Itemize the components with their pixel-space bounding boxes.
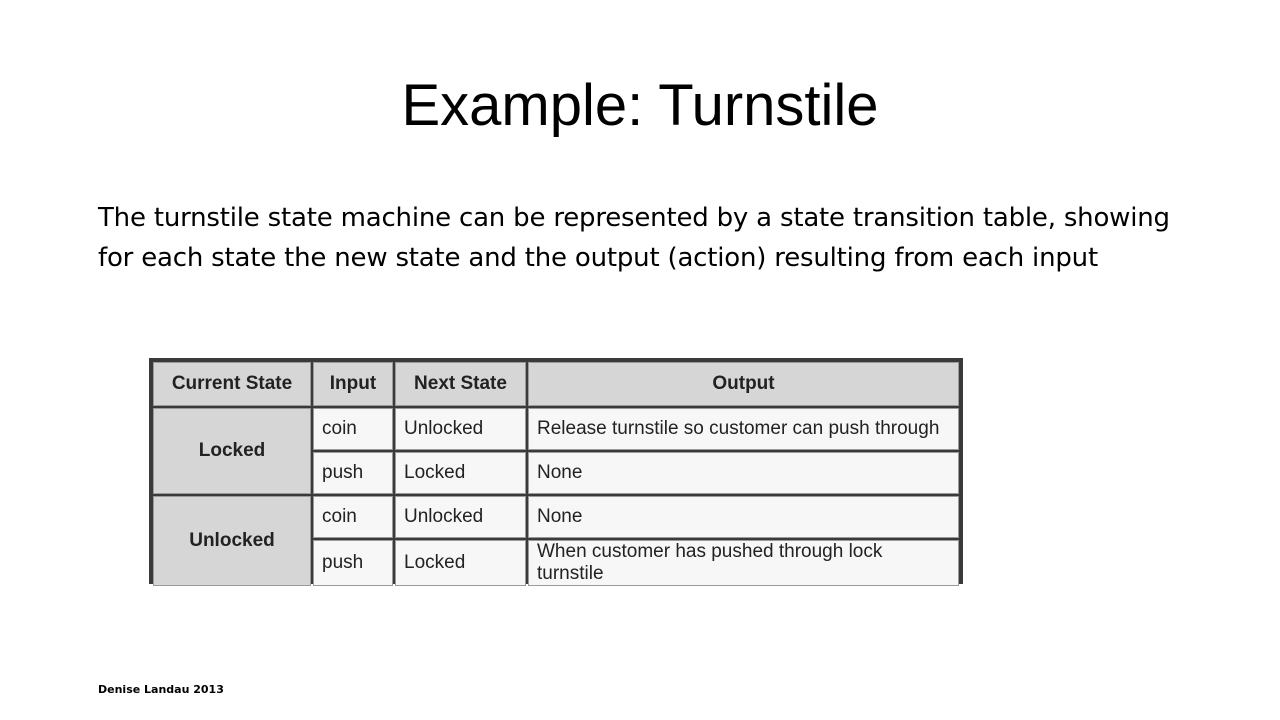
- input-cell: coin: [313, 408, 393, 450]
- header-input: Input: [313, 362, 393, 406]
- output-cell: None: [528, 452, 959, 494]
- table-header-row: [153, 362, 959, 406]
- table-row: [153, 496, 959, 538]
- slide-body-text: The turnstile state machine can be represented by a state transition table, showing for each state the new state and the output (action) resulting from each input: [98, 203, 1170, 273]
- header-output: Output: [528, 362, 959, 406]
- input-cell: push: [313, 540, 393, 586]
- slide-title: Example: Turnstile: [401, 73, 879, 138]
- output-cell: When customer has pushed through lock turnstile: [528, 540, 959, 586]
- output-cell: None: [528, 496, 959, 538]
- input-cell: push: [313, 452, 393, 494]
- next-state-cell: Unlocked: [395, 408, 526, 450]
- state-cell-unlocked: Unlocked: [153, 496, 311, 586]
- next-state-cell: Locked: [395, 452, 526, 494]
- state-transition-table: [151, 360, 961, 588]
- header-current-state: Current State: [153, 362, 311, 406]
- table-row: [153, 408, 959, 450]
- input-cell: coin: [313, 496, 393, 538]
- next-state-cell: Locked: [395, 540, 526, 586]
- header-next-state: Next State: [395, 362, 526, 406]
- state-transition-table-frame: [149, 358, 963, 584]
- output-cell: Release turnstile so customer can push through: [528, 408, 959, 450]
- next-state-cell: Unlocked: [395, 496, 526, 538]
- state-cell-locked: Locked: [153, 408, 311, 494]
- footer-author: Denise Landau 2013: [98, 683, 224, 696]
